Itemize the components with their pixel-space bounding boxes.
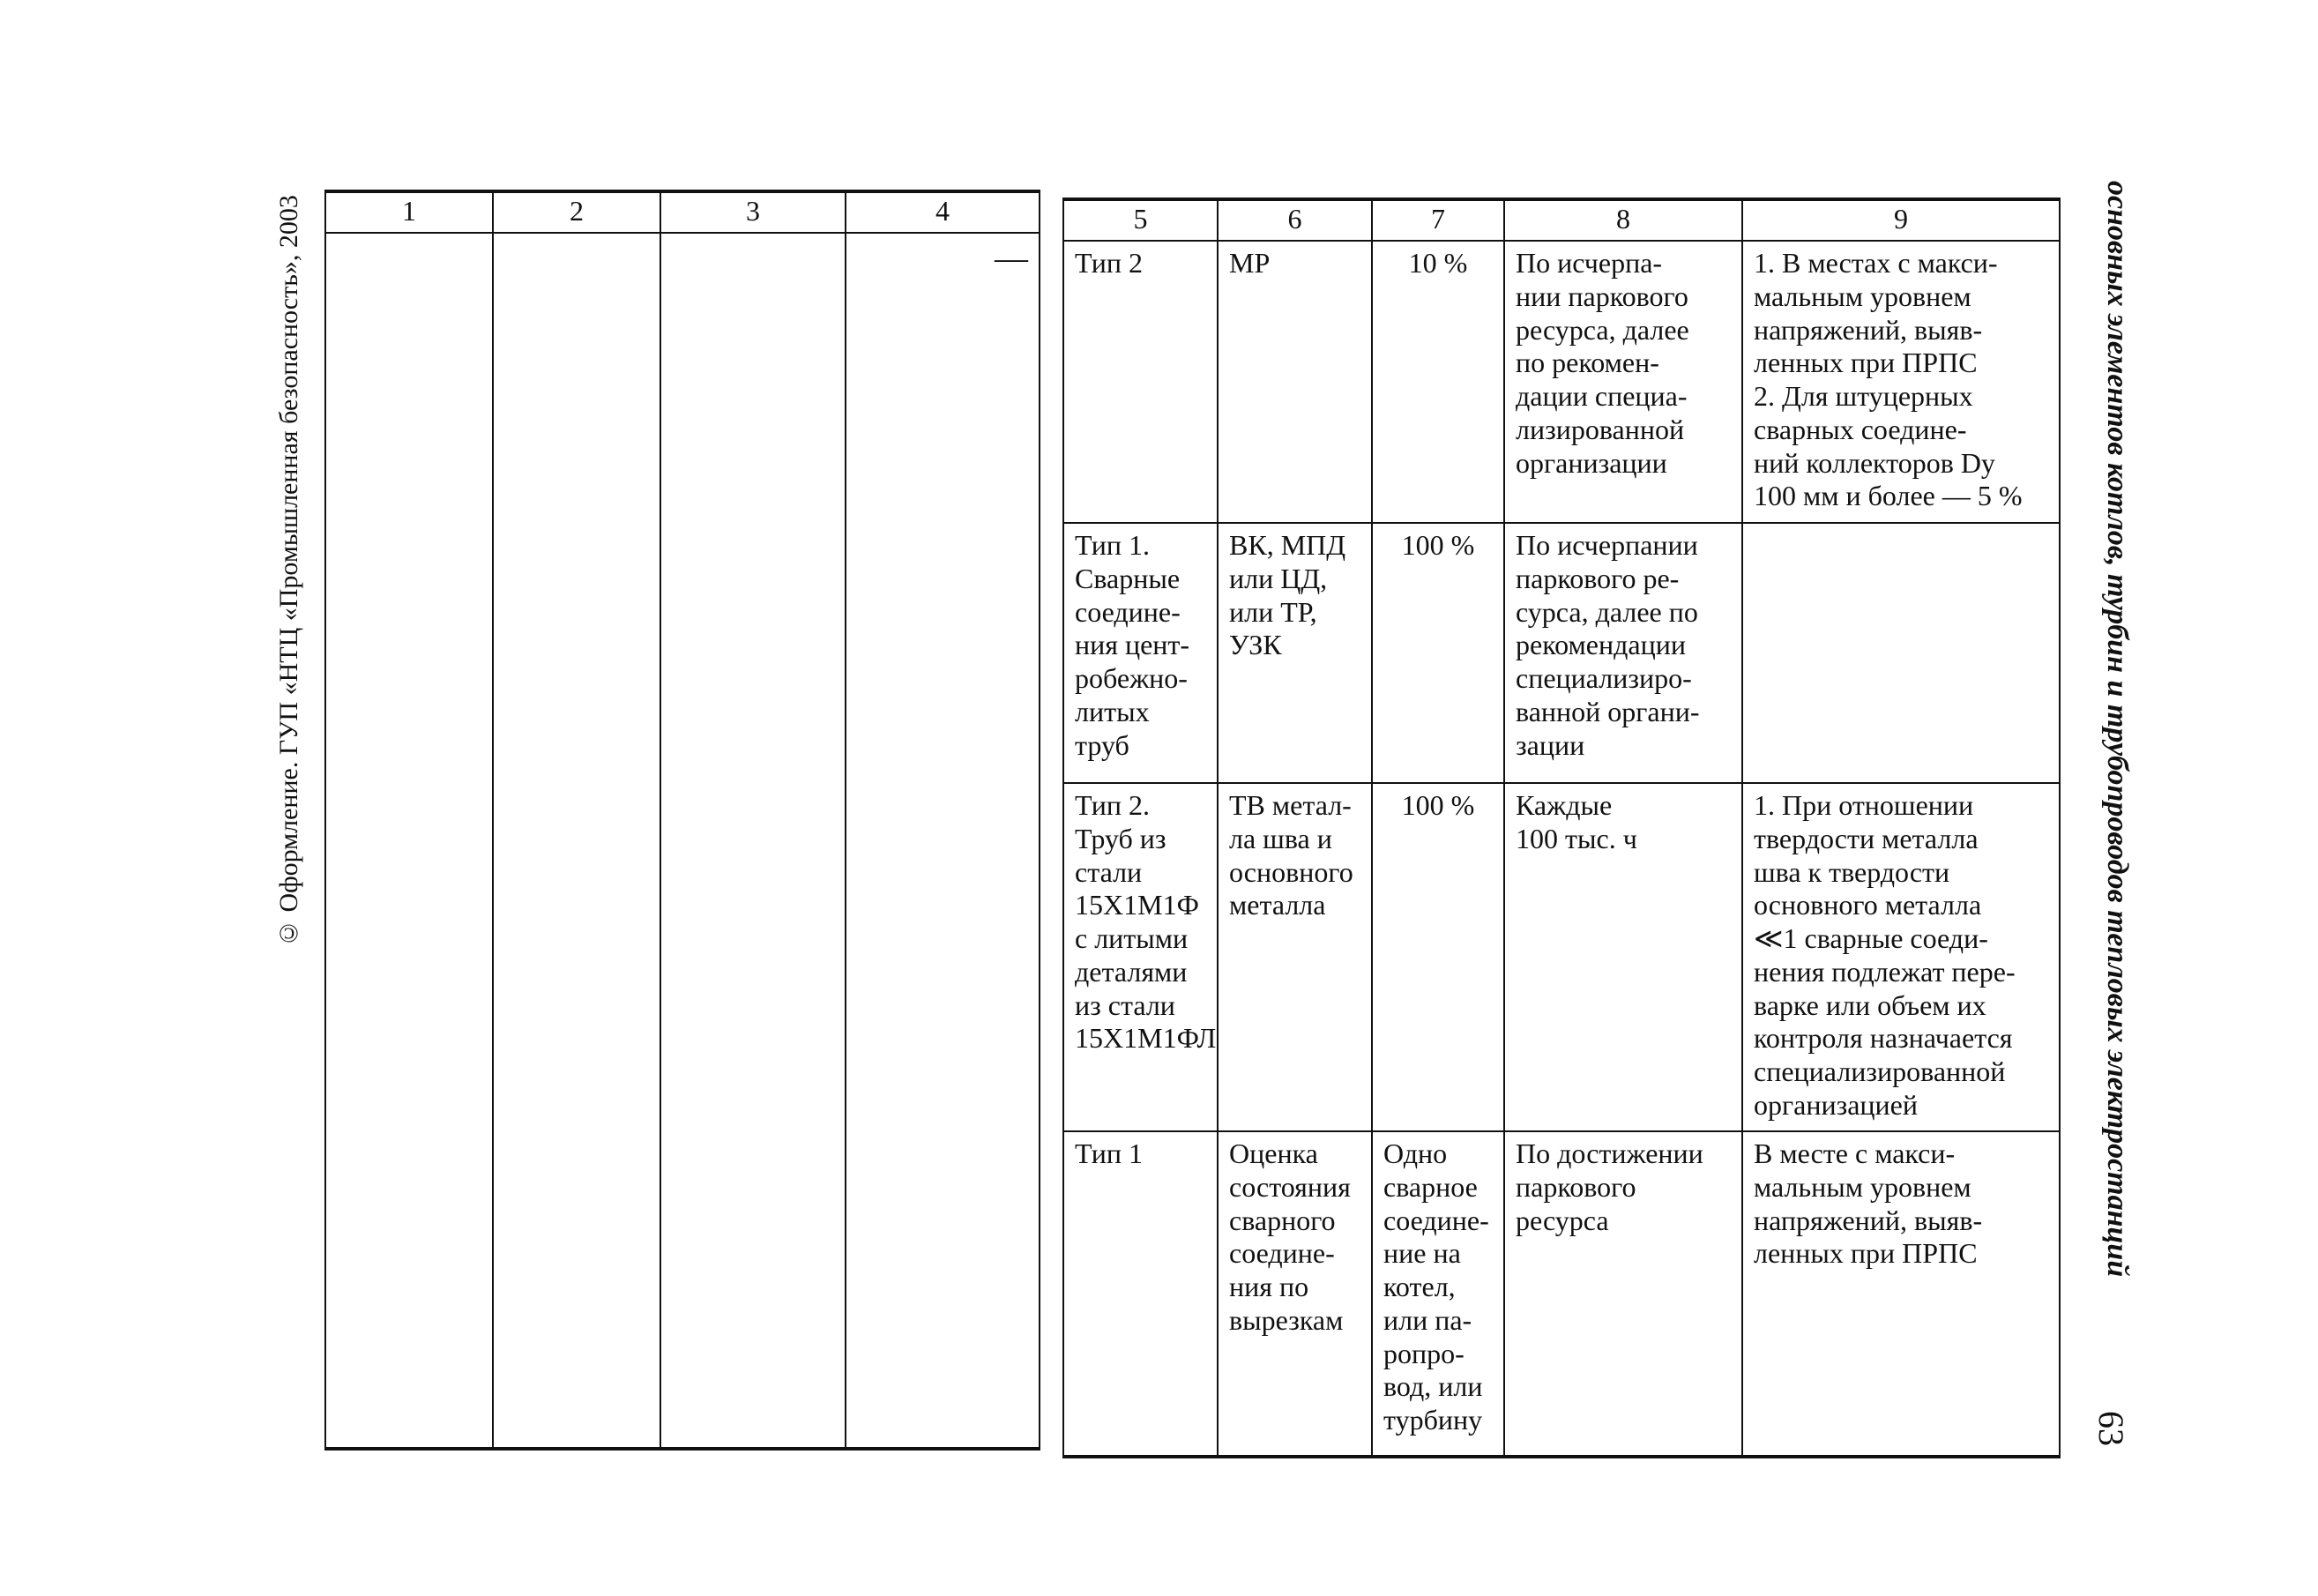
table-row <box>1063 783 2060 1131</box>
row2-volume: 100 % <box>1372 523 1504 783</box>
left-table <box>324 190 1040 1451</box>
row2-period: По исчерпании паркового ре- сурса, далее по рекомендации специализиро- ванной органи- зации <box>1504 523 1742 783</box>
left-table-body-row <box>325 233 1040 1449</box>
right-header-5: 5 <box>1063 199 1218 241</box>
left-cell-1 <box>325 233 493 1449</box>
right-table-header-row <box>1063 199 2060 241</box>
right-header-7: 7 <box>1372 199 1504 241</box>
left-header-2: 2 <box>493 191 660 233</box>
left-cell-3 <box>660 233 846 1449</box>
right-table <box>1062 198 2061 1458</box>
row3-period: Каждые 100 тыс. ч <box>1504 783 1742 1131</box>
row4-period: По достижении паркового ресурса <box>1504 1131 1742 1457</box>
row1-method: МР <box>1218 241 1372 523</box>
row3-method: ТВ метал- ла шва и основного металла <box>1218 783 1372 1131</box>
copyright-margin-text: © Оформление. ГУП «НТЦ «Промышленная безопасность», 2003 <box>274 195 303 948</box>
row2-joint-type: Тип 1. Сварные соедине- ния цент- робежно- литых труб <box>1063 523 1218 783</box>
table-row <box>1063 1131 2060 1457</box>
row1-period: По исчерпа- нии паркового ресурса, далее по рекомен- дации специа- лизированной организации <box>1504 241 1742 523</box>
table-row <box>1063 523 2060 783</box>
left-cell-4-dash: — <box>846 233 1040 1449</box>
page-number: 63 <box>2091 1411 2131 1446</box>
row3-joint-type: Тип 2. Труб из стали 15Х1М1Ф с литыми деталями из стали 15Х1М1ФЛ <box>1063 783 1218 1131</box>
right-header-9: 9 <box>1742 199 2060 241</box>
row1-volume: 10 % <box>1372 241 1504 523</box>
row2-note <box>1742 523 2060 783</box>
row4-method: Оценка состояния сварного соедине- ния по вырезкам <box>1218 1131 1372 1457</box>
left-header-1: 1 <box>325 191 493 233</box>
row4-joint-type: Тип 1 <box>1063 1131 1218 1457</box>
row4-note: В месте с макси- мальным уровнем напряжений, выяв- ленных при ПРПС <box>1742 1131 2060 1457</box>
row1-joint-type: Тип 2 <box>1063 241 1218 523</box>
left-table-header-row <box>325 191 1040 233</box>
table-row <box>1063 241 2060 523</box>
left-header-3: 3 <box>660 191 846 233</box>
left-header-4: 4 <box>846 191 1040 233</box>
row3-volume: 100 % <box>1372 783 1504 1131</box>
row1-note: 1. В местах с макси- мальным уровнем напряжений, выяв- ленных при ПРПС 2. Для штуцерных сварных соедине- ний коллекторов Dу 100 мм и более — 5 % <box>1742 241 2060 523</box>
left-cell-2 <box>493 233 660 1449</box>
row3-note: 1. При отношении твердости металла шва к твердости основного металла ≪1 сварные соеди- нения подлежат пере- варке или объем их контроля назначается специализированной организацией <box>1742 783 2060 1131</box>
row2-method: ВК, МПД или ЦД, или ТР, УЗК <box>1218 523 1372 783</box>
running-title: основных элементов котлов, турбин и трубопроводов тепловых электростанций <box>2101 181 2134 1278</box>
right-header-8: 8 <box>1504 199 1742 241</box>
row4-volume: Одно сварное соедине- ние на котел, или па- ропро- вод, или турбину <box>1372 1131 1504 1457</box>
right-header-6: 6 <box>1218 199 1372 241</box>
